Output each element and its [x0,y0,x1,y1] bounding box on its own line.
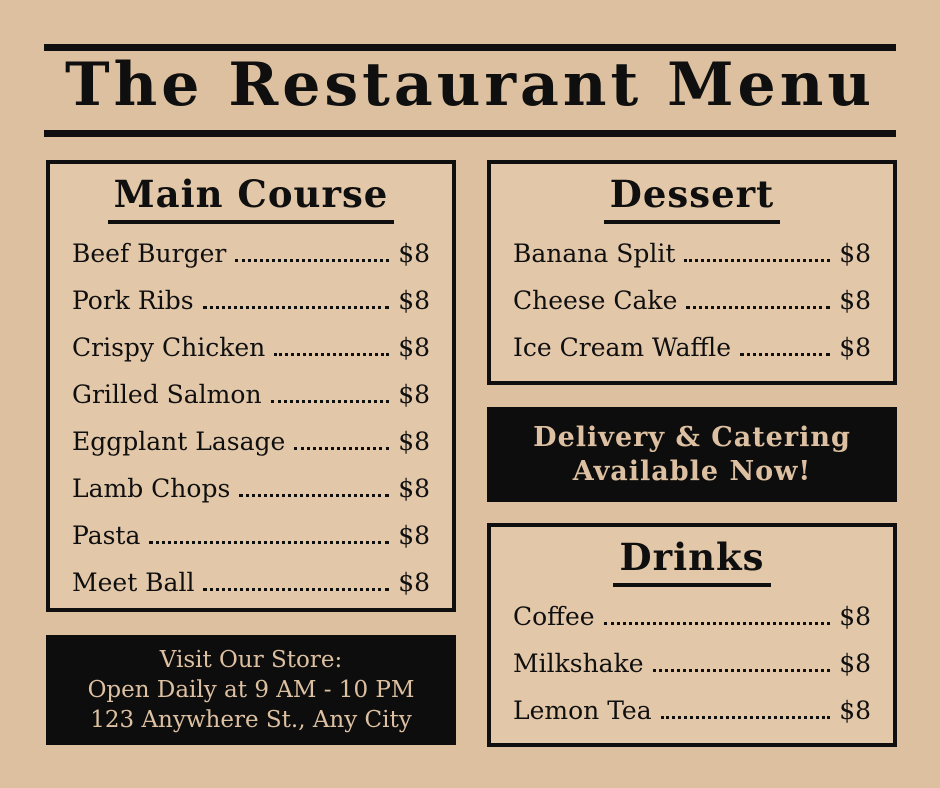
menu-item [72,465,430,512]
menu-item-name: Banana Split [513,239,676,268]
dotted-leader [686,306,830,309]
menu-item-price: $8 [398,239,430,268]
menu-item [513,593,871,640]
menu-item [513,687,871,734]
menu-item [513,230,871,277]
dotted-leader [203,306,390,309]
dotted-leader [684,259,830,262]
main-course-heading [72,172,430,224]
drinks-heading [513,535,871,587]
delivery-banner [487,407,897,502]
dotted-leader [740,353,830,356]
menu-item [72,371,430,418]
main-course-items [72,230,430,606]
drinks-items [513,593,871,734]
menu-item [513,324,871,371]
store-banner-line3: 123 Anywhere St., Any City [90,707,412,733]
menu-item-price: $8 [398,427,430,456]
menu-item [72,418,430,465]
store-banner-line1: Visit Our Store: [159,647,343,673]
menu-item-price: $8 [839,649,871,678]
menu-item-name: Pasta [72,521,141,550]
menu-item-name: Beef Burger [72,239,227,268]
section-heading-text: Main Course [108,172,395,224]
menu-item-name: Lemon Tea [513,696,652,725]
menu-item [72,559,430,606]
page-title: The Restaurant Menu [65,50,875,120]
menu-item-price: $8 [839,239,871,268]
dotted-leader [653,669,831,672]
dotted-leader [203,588,389,591]
menu-item-name: Ice Cream Waffle [513,333,732,362]
menu-item-name: Coffee [513,602,595,631]
dessert-heading [513,172,871,224]
dotted-leader [235,259,389,262]
dessert-items [513,230,871,371]
menu-item-price: $8 [398,568,430,597]
dotted-leader [239,494,389,497]
dotted-leader [271,400,390,403]
menu-item [72,512,430,559]
delivery-banner-line2: Available Now! [572,455,812,487]
main-course-panel [46,160,456,612]
menu-item-price: $8 [398,380,430,409]
menu-item [72,324,430,371]
menu-item-name: Cheese Cake [513,286,678,315]
store-banner [46,635,456,745]
menu-item-price: $8 [398,474,430,503]
menu-item [72,230,430,277]
menu-item-price: $8 [398,333,430,362]
menu-item-name: Milkshake [513,649,644,678]
menu-item [513,277,871,324]
dotted-leader [604,622,831,625]
menu-item-name: Meet Ball [72,568,195,597]
menu-item-name: Pork Ribs [72,286,194,315]
drinks-panel [487,523,897,747]
menu-item-price: $8 [839,602,871,631]
menu-item-name: Grilled Salmon [72,380,262,409]
bottom-rule [44,130,896,137]
menu-item-name: Eggplant Lasage [72,427,286,456]
dotted-leader [274,353,389,356]
dotted-leader [294,447,389,450]
section-heading-text: Dessert [604,172,780,224]
menu-item-price: $8 [839,333,871,362]
dessert-panel [487,160,897,385]
menu-item [513,640,871,687]
dotted-leader [149,541,389,544]
menu-item-price: $8 [839,286,871,315]
menu-item-price: $8 [398,521,430,550]
dotted-leader [661,716,831,719]
menu-item-price: $8 [839,696,871,725]
menu-item [72,277,430,324]
section-heading-text: Drinks [613,535,770,587]
delivery-banner-line1: Delivery & Catering [533,421,851,453]
menu-item-name: Crispy Chicken [72,333,266,362]
store-banner-line2: Open Daily at 9 AM - 10 PM [87,677,415,703]
menu-item-name: Lamb Chops [72,474,231,503]
menu-item-price: $8 [398,286,430,315]
